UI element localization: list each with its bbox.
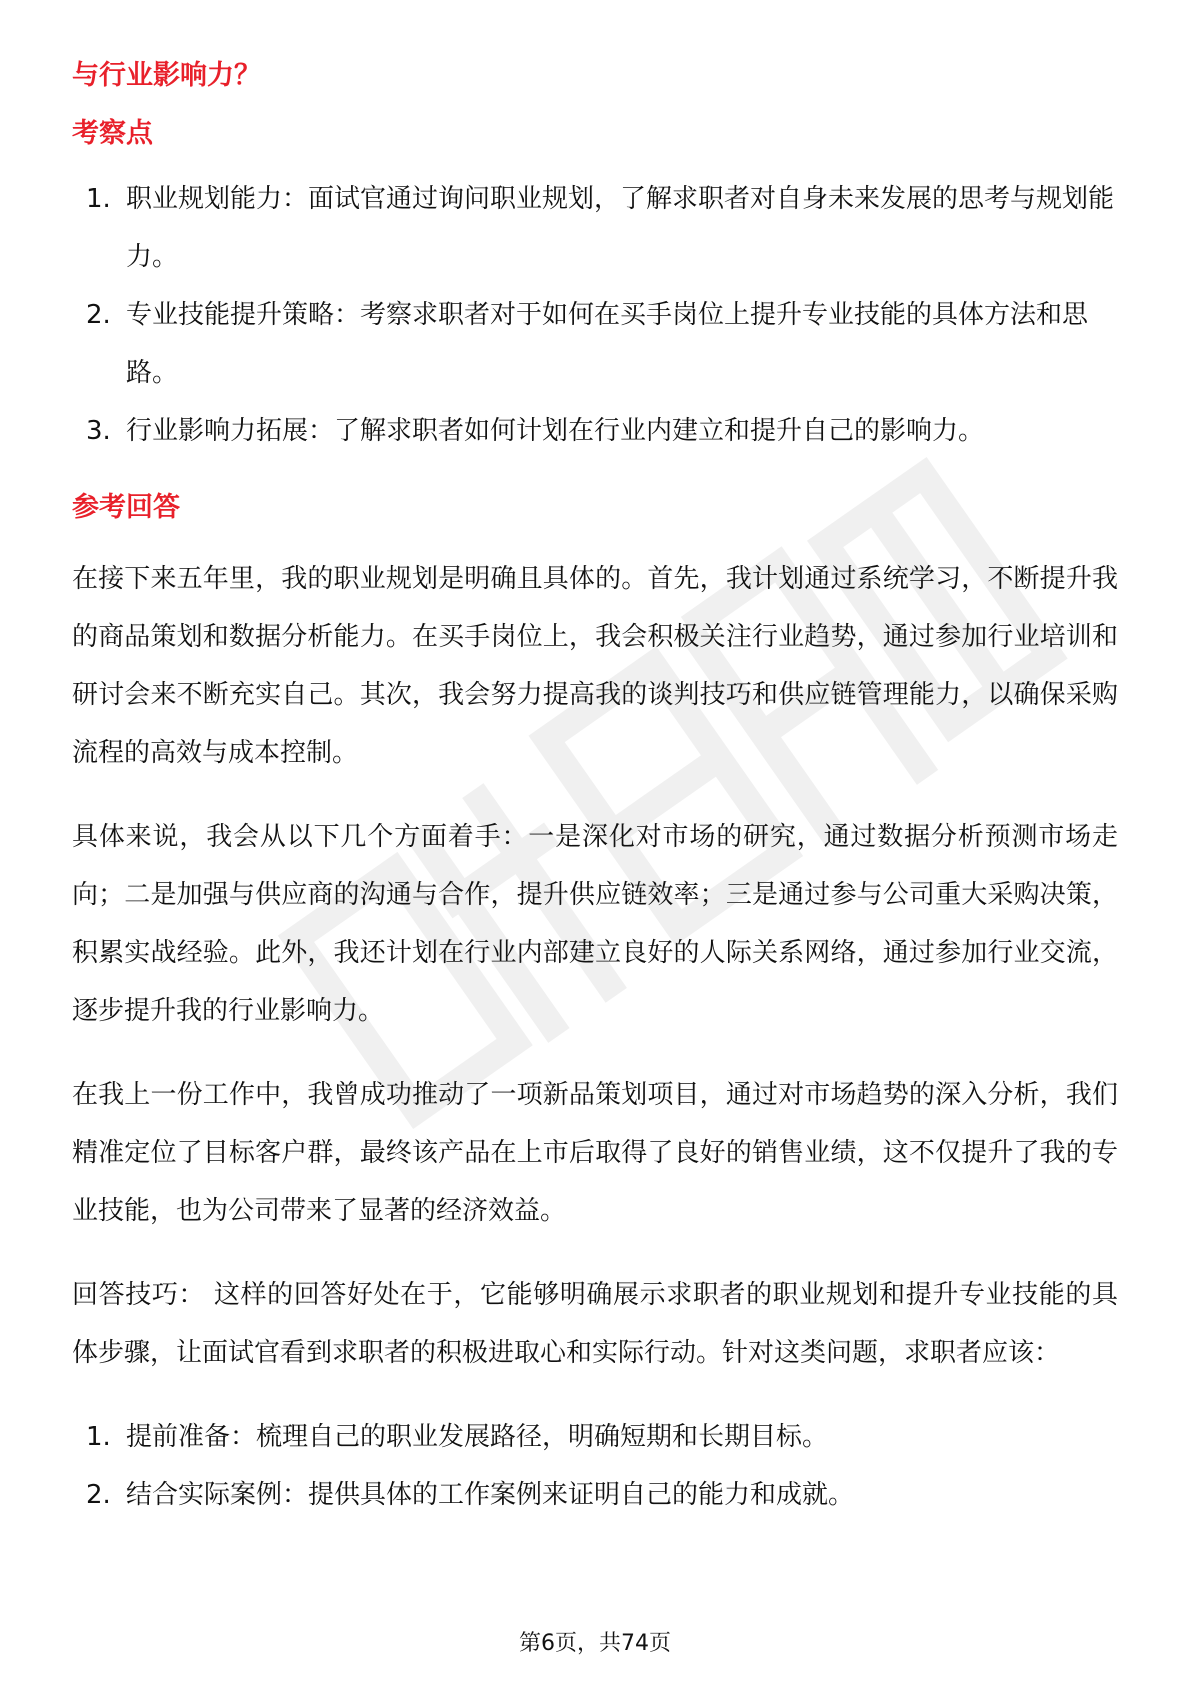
list-item-text: 结合实际案例：提供具体的工作案例来证明自己的能力和成就。 [126, 1480, 855, 1510]
list-item [72, 1466, 1118, 1524]
list-item-number: 1. [86, 184, 111, 214]
list-item-text: 行业影响力拓展：了解求职者如何计划在行业内建立和提升自己的影响力。 [126, 416, 985, 446]
exam-points-list [72, 170, 1118, 460]
list-item-text: 专业技能提升策略：考察求职者对于如何在买手岗位上提升专业技能的具体方法和思路。 [126, 300, 1089, 388]
list-item-number: 2. [86, 300, 111, 330]
list-item-number: 1. [86, 1422, 111, 1452]
tips-list [72, 1408, 1118, 1524]
list-item-number: 2. [86, 1480, 111, 1510]
answer-paragraph: 在接下来五年里，我的职业规划是明确且具体的。首先，我计划通过系统学习，不断提升我的商品策划和数据分析能力。在买手岗位上，我会积极关注行业趋势，通过参加行业培训和研讨会来不断充实自己。其次，我会努力提高我的谈判技巧和供应链管理能力，以确保采购流程的高效与成本控制。 [72, 564, 1118, 768]
list-item-text: 提前准备：梳理自己的职业发展路径，明确短期和长期目标。 [126, 1422, 829, 1452]
question-title-tail: 与行业影响力？ [72, 60, 261, 91]
list-item [72, 1408, 1118, 1466]
answer-paragraph: 在我上一份工作中，我曾成功推动了一项新品策划项目，通过对市场趋势的深入分析，我们精准定位了目标客户群，最终该产品在上市后取得了良好的销售业绩，这不仅提升了我的专业技能，也为公司带来了显著的经济效益。 [72, 1080, 1118, 1226]
list-item-number: 3. [86, 416, 111, 446]
content-area [72, 56, 1118, 1524]
list-item-text: 职业规划能力：面试官通过询问职业规划，了解求职者对自身未来发展的思考与规划能力。 [126, 184, 1115, 272]
list-item [72, 170, 1118, 286]
answer-paragraph: 具体来说，我会从以下几个方面着手：一是深化对市场的研究，通过数据分析预测市场走向；二是加强与供应商的沟通与合作，提升供应链效率；三是通过参与公司重大采购决策，积累实战经验。此外，我还计划在行业内部建立良好的人际关系网络，通过参加行业交流，逐步提升我的行业影响力。 [72, 822, 1118, 1026]
reference-answer-heading: 参考回答 [72, 492, 180, 523]
answer-tips-paragraph: 回答技巧： 这样的回答好处在于，它能够明确展示求职者的职业规划和提升专业技能的具体步骤，让面试官看到求职者的积极进取心和实际行动。针对这类问题，求职者应该： [72, 1280, 1118, 1368]
list-item [72, 402, 1118, 460]
exam-points-heading: 考察点 [72, 118, 153, 149]
list-item [72, 286, 1118, 402]
page-footer: 第6页，共74页 [519, 1631, 671, 1656]
